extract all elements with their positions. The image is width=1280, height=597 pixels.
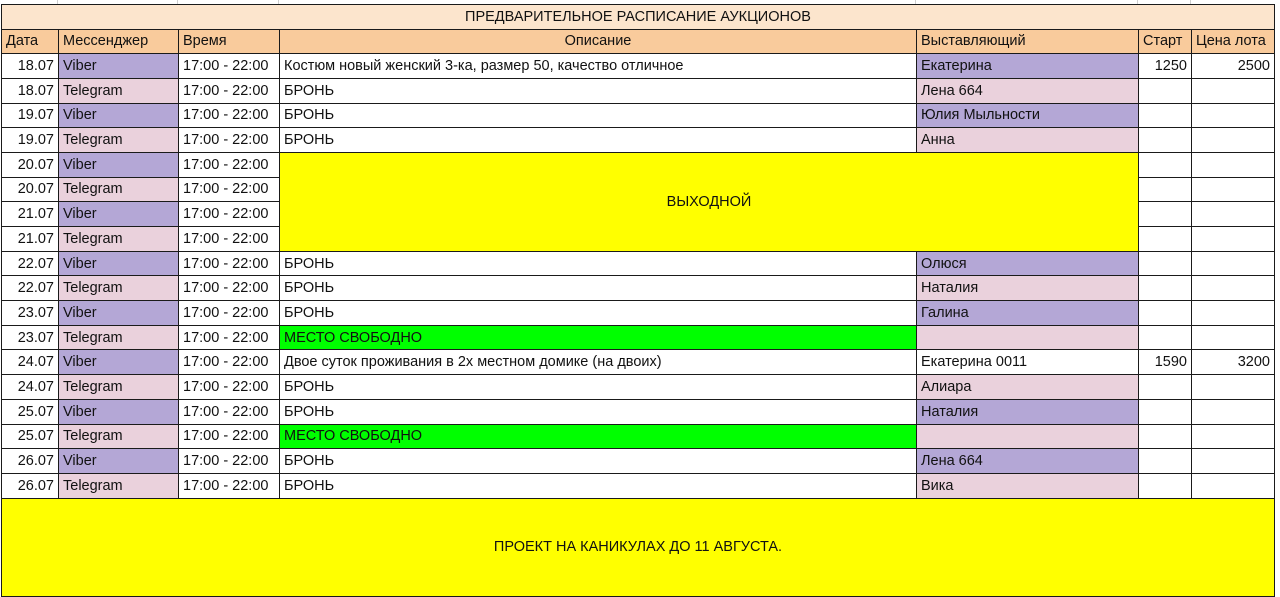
cell-messenger[interactable]: Viber	[59, 301, 179, 326]
cell-messenger[interactable]: Telegram	[59, 276, 179, 301]
cell-seller[interactable]: Наталия	[917, 399, 1139, 424]
cell-price[interactable]	[1192, 301, 1275, 326]
table-row	[2, 152, 1275, 177]
header-start: Старт	[1139, 29, 1192, 54]
cell-start[interactable]	[1139, 375, 1192, 400]
cell-time[interactable]: 17:00 - 22:00	[179, 350, 280, 375]
cell-start[interactable]	[1139, 103, 1192, 128]
cell-messenger[interactable]: Telegram	[59, 325, 179, 350]
table-row	[2, 449, 1275, 474]
cell-price[interactable]	[1192, 424, 1275, 449]
cell-description[interactable]: БРОНЬ	[280, 128, 917, 153]
cell-start[interactable]	[1139, 449, 1192, 474]
cell-messenger[interactable]: Viber	[59, 103, 179, 128]
cell-start[interactable]	[1139, 202, 1192, 227]
schedule-title: ПРЕДВАРИТЕЛЬНОЕ РАСПИСАНИЕ АУКЦИОНОВ	[2, 5, 1275, 30]
cell-messenger[interactable]: Telegram	[59, 128, 179, 153]
cell-time[interactable]: 17:00 - 22:00	[179, 251, 280, 276]
cell-messenger[interactable]: Telegram	[59, 375, 179, 400]
cell-start[interactable]	[1139, 424, 1192, 449]
cell-start[interactable]	[1139, 251, 1192, 276]
table-row	[2, 276, 1275, 301]
cell-time[interactable]: 17:00 - 22:00	[179, 54, 280, 79]
cell-seller[interactable]: Юлия Мыльности	[917, 103, 1139, 128]
cell-seller[interactable]: Галина	[917, 301, 1139, 326]
cell-time[interactable]: 17:00 - 22:00	[179, 78, 280, 103]
header-date: Дата	[2, 29, 59, 54]
cell-price[interactable]: 2500	[1192, 54, 1275, 79]
cell-start[interactable]	[1139, 128, 1192, 153]
cell-description[interactable]: Костюм новый женский 3-ка, размер 50, качество отличное	[280, 54, 917, 79]
cell-price[interactable]	[1192, 103, 1275, 128]
cell-price[interactable]	[1192, 276, 1275, 301]
cell-time[interactable]: 17:00 - 22:00	[179, 202, 280, 227]
cell-seller[interactable]: Олюся	[917, 251, 1139, 276]
header-description: Описание	[280, 29, 917, 54]
cell-seller[interactable]: Екатерина	[917, 54, 1139, 79]
cell-description[interactable]: БРОНЬ	[280, 103, 917, 128]
table-row	[2, 78, 1275, 103]
cell-messenger[interactable]: Viber	[59, 350, 179, 375]
cell-time[interactable]: 17:00 - 22:00	[179, 424, 280, 449]
cell-date[interactable]: 26.07	[2, 473, 59, 498]
cell-time[interactable]: 17:00 - 22:00	[179, 128, 280, 153]
cell-messenger[interactable]: Telegram	[59, 177, 179, 202]
cell-price[interactable]	[1192, 177, 1275, 202]
table-row	[2, 375, 1275, 400]
table-row	[2, 350, 1275, 375]
cell-date[interactable]: 19.07	[2, 128, 59, 153]
table-row	[2, 103, 1275, 128]
cell-description[interactable]: БРОНЬ	[280, 78, 917, 103]
cell-start[interactable]	[1139, 325, 1192, 350]
cell-messenger[interactable]: Telegram	[59, 424, 179, 449]
table-row	[2, 301, 1275, 326]
cell-date[interactable]: 21.07	[2, 227, 59, 252]
cell-description[interactable]: БРОНЬ	[280, 301, 917, 326]
cell-description[interactable]: БРОНЬ	[280, 276, 917, 301]
cell-seller[interactable]: Екатерина 0011	[917, 350, 1139, 375]
cell-date[interactable]: 25.07	[2, 399, 59, 424]
table-row	[2, 473, 1275, 498]
cell-price[interactable]	[1192, 202, 1275, 227]
table-row	[2, 251, 1275, 276]
cell-description-free[interactable]: МЕСТО СВОБОДНО	[280, 325, 917, 350]
cell-date[interactable]: 20.07	[2, 152, 59, 177]
cell-price[interactable]	[1192, 78, 1275, 103]
cell-seller[interactable]	[917, 325, 1139, 350]
cell-messenger[interactable]: Telegram	[59, 227, 179, 252]
cell-description[interactable]: БРОНЬ	[280, 251, 917, 276]
cell-date[interactable]: 25.07	[2, 424, 59, 449]
table-row	[2, 325, 1275, 350]
cell-time[interactable]: 17:00 - 22:00	[179, 375, 280, 400]
cell-date[interactable]: 23.07	[2, 325, 59, 350]
cell-seller[interactable]: Наталия	[917, 276, 1139, 301]
cell-description[interactable]: БРОНЬ	[280, 473, 917, 498]
cell-messenger[interactable]: Viber	[59, 202, 179, 227]
header-price: Цена лота	[1192, 29, 1275, 54]
cell-price[interactable]	[1192, 152, 1275, 177]
cell-time[interactable]: 17:00 - 22:00	[179, 301, 280, 326]
cell-messenger[interactable]: Viber	[59, 399, 179, 424]
cell-date[interactable]: 24.07	[2, 350, 59, 375]
cell-price[interactable]	[1192, 325, 1275, 350]
cell-date[interactable]: 18.07	[2, 54, 59, 79]
cell-messenger[interactable]: Telegram	[59, 78, 179, 103]
table-row	[2, 399, 1275, 424]
cell-price[interactable]	[1192, 375, 1275, 400]
cell-start[interactable]	[1139, 301, 1192, 326]
cell-date[interactable]: 22.07	[2, 276, 59, 301]
cell-messenger[interactable]: Viber	[59, 251, 179, 276]
cell-start[interactable]	[1139, 152, 1192, 177]
cell-start[interactable]	[1139, 78, 1192, 103]
cell-price[interactable]	[1192, 227, 1275, 252]
cell-seller[interactable]	[917, 424, 1139, 449]
cell-start[interactable]	[1139, 399, 1192, 424]
cell-seller[interactable]: Лена 664	[917, 449, 1139, 474]
header-messenger: Мессенджер	[59, 29, 179, 54]
cell-price[interactable]	[1192, 449, 1275, 474]
cell-description-free[interactable]: МЕСТО СВОБОДНО	[280, 424, 917, 449]
cell-seller[interactable]: Алиара	[917, 375, 1139, 400]
cell-start[interactable]	[1139, 276, 1192, 301]
cell-seller[interactable]: Лена 664	[917, 78, 1139, 103]
cell-description[interactable]: БРОНЬ	[280, 399, 917, 424]
cell-seller[interactable]: Анна	[917, 128, 1139, 153]
cell-date[interactable]: 24.07	[2, 375, 59, 400]
auction-schedule-table	[1, 4, 1275, 597]
table-row	[2, 54, 1275, 79]
cell-description[interactable]: БРОНЬ	[280, 375, 917, 400]
cell-time[interactable]: 17:00 - 22:00	[179, 276, 280, 301]
cell-start[interactable]: 1590	[1139, 350, 1192, 375]
cell-date[interactable]: 26.07	[2, 449, 59, 474]
cell-date[interactable]: 22.07	[2, 251, 59, 276]
header-time: Время	[179, 29, 280, 54]
cell-start[interactable]	[1139, 177, 1192, 202]
cell-date[interactable]: 20.07	[2, 177, 59, 202]
table-row	[2, 424, 1275, 449]
header-seller: Выставляющий	[917, 29, 1139, 54]
table-row	[2, 128, 1275, 153]
cell-start[interactable]: 1250	[1139, 54, 1192, 79]
cell-time[interactable]: 17:00 - 22:00	[179, 152, 280, 177]
footer-notice[interactable]: ПРОЕКТ НА КАНИКУЛАХ ДО 11 АВГУСТА.	[2, 498, 1275, 596]
cell-price[interactable]	[1192, 251, 1275, 276]
cell-messenger[interactable]: Viber	[59, 54, 179, 79]
cell-start[interactable]	[1139, 473, 1192, 498]
cell-time[interactable]: 17:00 - 22:00	[179, 325, 280, 350]
cell-messenger[interactable]: Viber	[59, 449, 179, 474]
cell-date[interactable]: 23.07	[2, 301, 59, 326]
cell-description[interactable]: БРОНЬ	[280, 449, 917, 474]
cell-price[interactable]	[1192, 473, 1275, 498]
cell-price[interactable]	[1192, 128, 1275, 153]
cell-date[interactable]: 19.07	[2, 103, 59, 128]
cell-time[interactable]: 17:00 - 22:00	[179, 399, 280, 424]
cell-time[interactable]: 17:00 - 22:00	[179, 473, 280, 498]
cell-price[interactable]	[1192, 399, 1275, 424]
cell-date[interactable]: 18.07	[2, 78, 59, 103]
holiday-block[interactable]: ВЫХОДНОЙ	[280, 152, 1139, 251]
cell-time[interactable]: 17:00 - 22:00	[179, 103, 280, 128]
cell-time[interactable]: 17:00 - 22:00	[179, 227, 280, 252]
cell-price[interactable]: 3200	[1192, 350, 1275, 375]
cell-time[interactable]: 17:00 - 22:00	[179, 449, 280, 474]
cell-messenger[interactable]: Viber	[59, 152, 179, 177]
cell-date[interactable]: 21.07	[2, 202, 59, 227]
cell-description[interactable]: Двое суток проживания в 2х местном домике (на двоих)	[280, 350, 917, 375]
cell-time[interactable]: 17:00 - 22:00	[179, 177, 280, 202]
cell-start[interactable]	[1139, 227, 1192, 252]
cell-seller[interactable]: Вика	[917, 473, 1139, 498]
cell-messenger[interactable]: Telegram	[59, 473, 179, 498]
